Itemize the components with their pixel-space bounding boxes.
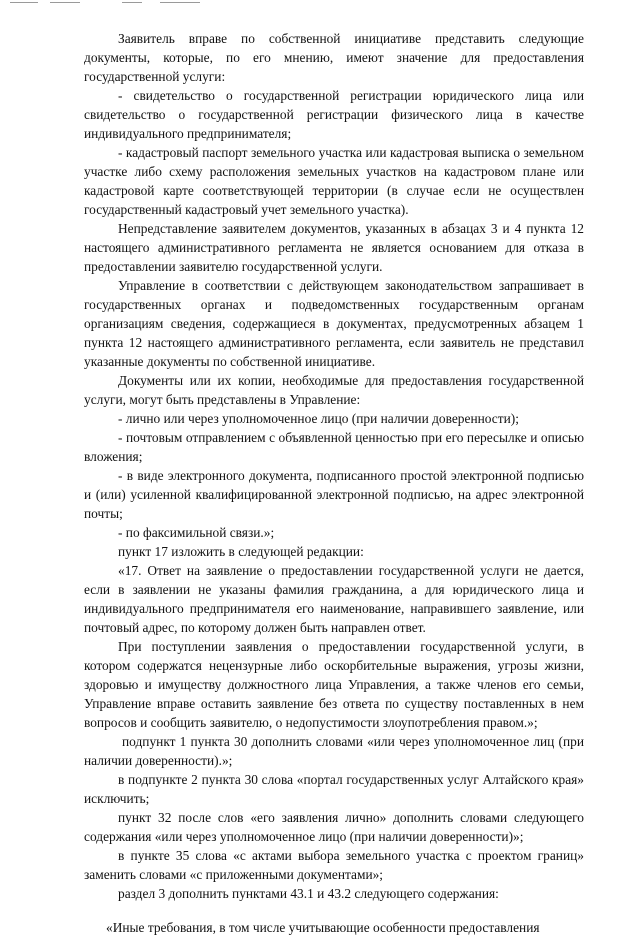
paragraph-other-requirements: «Иные требования, в том числе учитывающие особенности предоставления bbox=[106, 920, 540, 935]
paragraph-intro: Заявитель вправе по собственной инициативе представить следующие документы, которые, по его мнению, имеют значение для предоставления государственной услуги: bbox=[84, 31, 584, 84]
paragraph-section-3: раздел 3 дополнить пунктами 43.1 и 43.2 следующего содержания: bbox=[118, 886, 499, 901]
list-item-postal: - почтовым отправлением с объявленной ценностью при его пересылке и описью вложения; bbox=[84, 430, 584, 464]
paragraph-subpoint-2-point-30: в подпункте 2 пункта 30 слова «портал государственных услуг Алтайского края» исключить; bbox=[84, 772, 584, 806]
paragraph-point-17-text: «17. Ответ на заявление о предоставлении государственной услуги не дается, если в заявлении не указаны фамилия гражданина, а для юридического лица и индивидуального предпринимателя его наименование, направившего заявление, или почтовый адрес, по которому должен быть направлен ответ. bbox=[84, 563, 584, 635]
paragraph-abusive-request: При поступлении заявления о предоставлении государственной услуги, в котором содержатся нецензурные либо оскорбительные выражения, угрозы жизни, здоровью и имуществу должностного лица Управления, а также членов его семьи, Управление вправе оставить заявление без ответа по существу поставленных в нем вопросов и сообщить заявителю, о недопустимости злоупотребления правом.»; bbox=[84, 639, 584, 730]
paragraph-submission-methods: Документы или их копии, необходимые для предоставления государственной услуги, могут быть представлены в Управление: bbox=[84, 373, 584, 407]
paragraph-interagency-request: Управление в соответствии с действующем законодательством запрашивает в государственных органах и подведомственных государственным органам организациям сведения, содержащиеся в документах, предусмотренных абзацем 1 пункта 12 настоящего административного регламента, если заявитель не представил указанные документы по собственной инициативе. bbox=[84, 278, 584, 369]
paragraph-point-17-heading: пункт 17 изложить в следующей редакции: bbox=[118, 544, 364, 559]
paragraph-non-submission: Непредставление заявителем документов, указанных в абзацах 3 и 4 пункта 12 настоящего административного регламента не является основанием для отказа в предоставлении заявителю государственной услуги. bbox=[84, 221, 584, 274]
paragraph-point-35: в пункте 35 слова «с актами выбора земельного участка с проектом границ» заменить словами «с приложенными документами»; bbox=[84, 848, 584, 882]
list-item-cadastral-passport: - кадастровый паспорт земельного участка или кадастровая выписка о земельном участке либо схему расположения земельных участков на кадастровом плане или кадастровой карте соответствующей территории (в случае если не осуществлен государственный кадастровый учет земельного участка). bbox=[84, 145, 584, 217]
paragraph-point-32: пункт 32 после слов «его заявления лично» дополнить словами следующего содержания «или через уполномоченное лицо (при наличии доверенности)»; bbox=[84, 810, 584, 844]
paragraph-subpoint-1-point-30: подпункт 1 пункта 30 дополнить словами «или через уполномоченное лиц (при наличии доверенности).»; bbox=[84, 734, 584, 768]
list-item-in-person: - лично или через уполномоченное лицо (при наличии доверенности); bbox=[118, 411, 519, 426]
list-item-electronic: - в виде электронного документа, подписанного простой электронной подписью и (или) усиленной квалифицированной электронной подписью, на адрес электронной почты; bbox=[84, 468, 584, 521]
scan-header-marks bbox=[10, 2, 210, 6]
document-body bbox=[84, 29, 584, 937]
list-item-fax: - по факсимильной связи.»; bbox=[118, 525, 275, 540]
list-item-registration-certificate: - свидетельство о государственной регистрации юридического лица или свидетельство о государственной регистрации физического лица в качестве индивидуального предпринимателя; bbox=[84, 88, 584, 141]
